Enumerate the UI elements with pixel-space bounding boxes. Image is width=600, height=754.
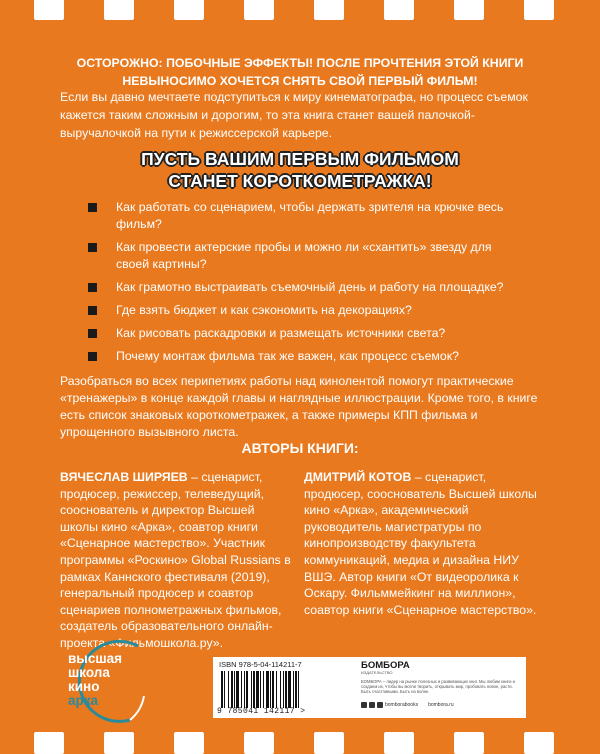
warning-line-2: НЕВЫНОСИМО ХОЧЕТСЯ СНЯТЬ СВОЙ ПЕРВЫЙ ФИЛЬМ! xyxy=(122,74,478,88)
question-text: Как провести актерские пробы и можно ли «схантить» звезду для своей картины? xyxy=(116,240,492,271)
film-perforation xyxy=(104,732,134,754)
headline-line-2: СТАНЕТ КОРОТКОМЕТРАЖКА! xyxy=(168,171,432,191)
publisher-description: БОМБОРА – лидер на рынке полезных и развивающих книг. Мы любим книги и создаем их, чтобы вы могли творить, открывать мир, пробовать новое, расти. Быть счастливыми. Быть на волне. xyxy=(361,679,515,694)
warning-line-1: ОСТОРОЖНО: ПОБОЧНЫЕ ЭФФЕКТЫ! ПОСЛЕ ПРОЧТЕНИЯ ЭТОЙ КНИГИ xyxy=(76,56,524,70)
film-perforation xyxy=(314,732,344,754)
film-perforation xyxy=(34,732,64,754)
list-item xyxy=(88,239,508,273)
square-bullet-icon xyxy=(88,306,97,315)
list-item xyxy=(88,279,508,296)
logo-word: кино xyxy=(68,679,100,694)
publisher-website: bombora.ru xyxy=(428,702,454,708)
film-strip-bottom xyxy=(0,724,600,750)
publisher-logo: БОМБОРА xyxy=(361,660,410,671)
logo-text xyxy=(68,652,122,708)
film-perforation xyxy=(314,0,344,20)
logo-word-arka: арка xyxy=(68,693,99,708)
film-perforation xyxy=(384,732,414,754)
film-perforation xyxy=(454,0,484,20)
publisher-subtitle: ИЗДАТЕЛЬСТВО xyxy=(361,670,393,675)
headline-line-1: ПУСТЬ ВАШИМ ПЕРВЫМ ФИЛЬМОМ xyxy=(141,149,459,169)
film-perforation xyxy=(524,732,554,754)
square-bullet-icon xyxy=(88,203,97,212)
logo-word: высшая xyxy=(68,651,122,666)
square-bullet-icon xyxy=(88,352,97,361)
question-text: Как работать со сценарием, чтобы держать зрителя на крючке весь фильм? xyxy=(116,200,504,231)
square-bullet-icon xyxy=(88,243,97,252)
question-list xyxy=(88,199,508,371)
warning-text xyxy=(60,54,540,90)
list-item xyxy=(88,302,508,319)
isbn-label: ISBN 978-5-04-114211-7 xyxy=(219,660,302,669)
authors-heading: АВТОРЫ КНИГИ: xyxy=(241,440,359,456)
social-handle: bomborabooks xyxy=(385,702,419,708)
intro-paragraph: Если вы давно мечтаете подступиться к миру кинематографа, но процесс съемок кажется таким сложным и дорогим, то эта книга станет вашей палочкой-выручалочкой на пути к режиссерской карьере. xyxy=(60,90,528,140)
author-name: ВЯЧЕСЛАВ ШИРЯЕВ xyxy=(60,470,188,484)
facebook-icon xyxy=(377,702,383,708)
square-bullet-icon xyxy=(88,329,97,338)
author-description: – сценарист, продюсер, сооснователь Высшей школы кино «Арка», академический руководитель магистратуры по кинопроизводству факультета коммуникаций, медиа и дизайна НИУ ВШЭ. Автор книги «От видеоролика к Оскару. Фильммейкинг на миллион», соавтор книги «Сценарное мастерство». xyxy=(304,470,537,617)
barcode-number: 9 785041 142117 > xyxy=(217,707,306,716)
author-description: – сценарист, продюсер, режиссер, телеведущий, сооснователь и директор Высшей школы кино «Арка», соавтор книги «Сценарное мастерство». Участник программы «Роскино» Global Russians в рамках Каннского фестиваля (2019), генеральный продюсер и соавтор сценариев полнометражных фильмов, создатель образовательного онлайн-проекта «Фильмошкола.ру». xyxy=(60,470,291,650)
list-item xyxy=(88,348,508,365)
list-item xyxy=(88,325,508,342)
author-bio-kotov xyxy=(304,469,544,618)
list-item xyxy=(88,199,508,233)
outro-paragraph: Разобраться во всех перипетиях работы над кинолентой помогут практические «тренажеры» в конце каждой главы и наглядные иллюстрации. Кроме того, в книге есть список знаковых короткометражек, а также примеры КПП фильма и упрощенного вызывного листа. xyxy=(60,374,538,439)
film-perforation xyxy=(104,0,134,20)
film-perforation xyxy=(174,732,204,754)
film-strip-top xyxy=(0,0,600,26)
question-text: Где взять бюджет и как сэкономить на декорациях? xyxy=(116,303,412,317)
vk-icon xyxy=(361,702,367,708)
film-perforation xyxy=(34,0,64,20)
film-perforation xyxy=(174,0,204,20)
question-text: Как грамотно выстраивать съемочный день и работу на площадке? xyxy=(116,280,504,294)
instagram-icon xyxy=(369,702,375,708)
film-perforation xyxy=(244,0,274,20)
author-bio-shiryaev xyxy=(60,469,292,652)
isbn-box xyxy=(213,657,526,718)
author-name: ДМИТРИЙ КОТОВ xyxy=(304,470,412,484)
film-perforation xyxy=(384,0,414,20)
arka-school-logo xyxy=(60,636,152,728)
logo-word: школа xyxy=(68,665,110,680)
square-bullet-icon xyxy=(88,283,97,292)
barcode-icon xyxy=(219,671,347,708)
film-perforation xyxy=(524,0,554,20)
film-perforation xyxy=(244,732,274,754)
film-perforation xyxy=(454,732,484,754)
headline xyxy=(80,148,520,192)
publisher-social xyxy=(361,702,454,708)
question-text: Почему монтаж фильма так же важен, как процесс съемок? xyxy=(116,349,459,363)
question-text: Как рисовать раскадровки и размещать источники света? xyxy=(116,326,446,340)
